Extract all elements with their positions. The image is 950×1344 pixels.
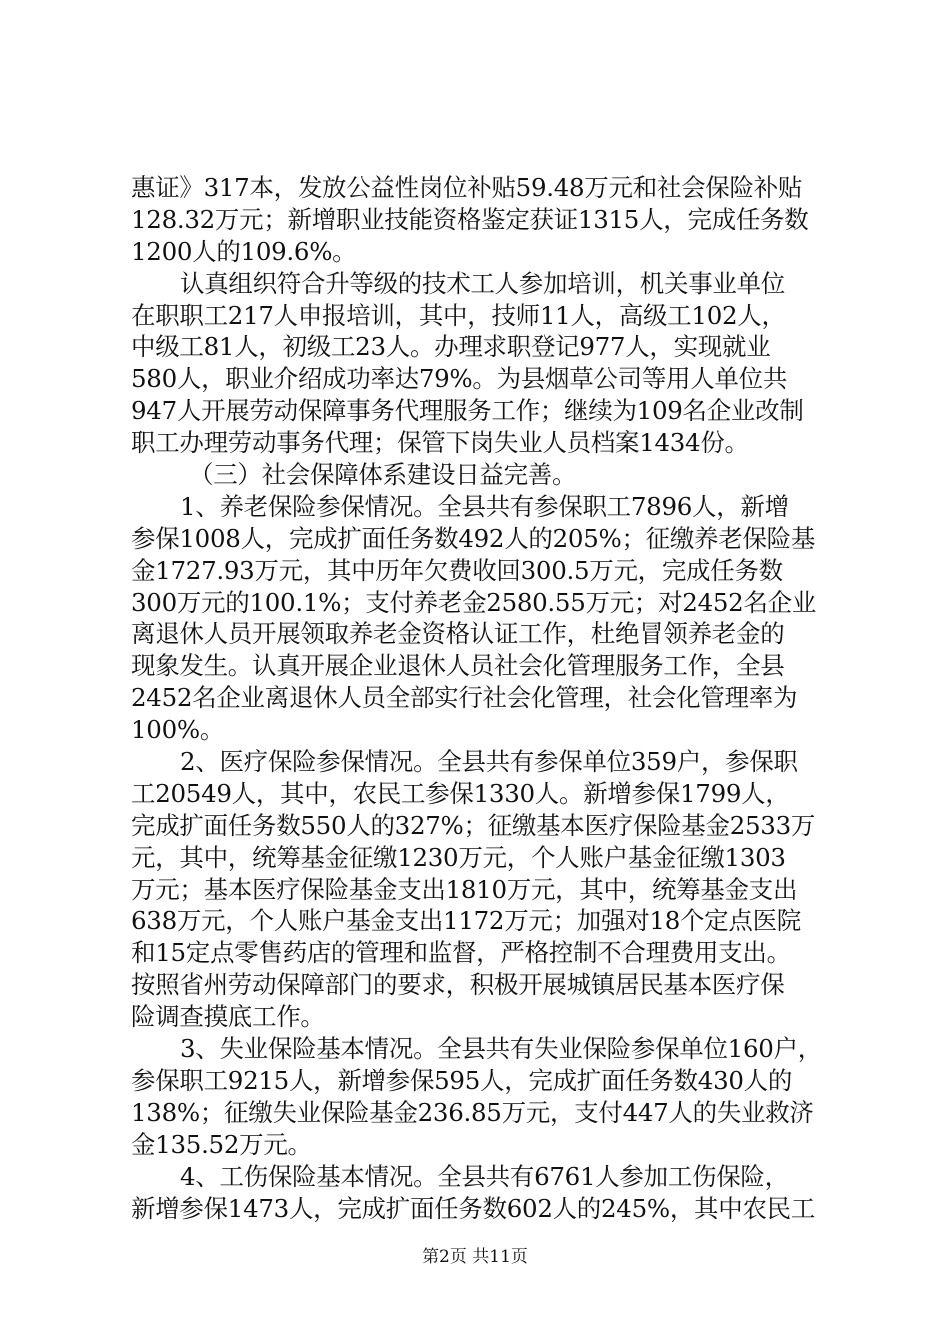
text-line: 参保1008人，完成扩面任务数492人的205%；征缴养老保险基 <box>131 523 816 553</box>
paragraph-start-line: 3、失业保险基本情况。全县共有失业保险参保单位160户， <box>180 1034 822 1064</box>
text-line: 按照省州劳动保障部门的要求，积极开展城镇居民基本医疗保 <box>131 970 785 1000</box>
page-number-footer: 第2页 共11页 <box>422 1247 528 1267</box>
paragraph-start-line: 1、养老保险参保情况。全县共有参保职工7896人，新增 <box>180 491 789 521</box>
text-line: 638万元，个人账户基金支出1172万元；加强对18个定点医院 <box>131 906 801 936</box>
text-line: 职工办理劳动事务代理；保管下岗失业人员档案1434份。 <box>131 428 749 458</box>
text-line: 2452名企业离退休人员全部实行社会化管理，社会化管理率为 <box>131 683 798 713</box>
text-line: 参保职工9215人，新增参保595人，完成扩面任务数430人的 <box>131 1065 793 1095</box>
text-line: 580人，职业介绍成功率达79%。为县烟草公司等用人单位共 <box>131 364 788 394</box>
text-line: 元，其中，统筹基金征缴1230万元，个人账户基金征缴1303 <box>131 842 786 872</box>
text-line: 金1727.93万元，其中历年欠费收回300.5万元，完成任务数 <box>131 555 783 585</box>
text-line: 在职职工217人申报培训，其中，技师11人，高级工102人， <box>131 300 786 330</box>
text-line: 和15定点零售药店的管理和监督，严格控制不合理费用支出。 <box>131 938 791 968</box>
text-line: 离退休人员开展领取养老金资格认证工作，杜绝冒领养老金的 <box>131 619 785 649</box>
text-line: 金135.52万元。 <box>131 1129 312 1159</box>
paragraph-start-line: 认真组织符合升等级的技术工人参加培训，机关事业单位 <box>180 268 785 298</box>
paragraph-start-line: 4、工伤保险基本情况。全县共有6761人参加工伤保险， <box>180 1161 789 1191</box>
section-heading: （三）社会保障体系建设日益完善。 <box>189 460 577 490</box>
text-line: 险调查摸底工作。 <box>131 1002 325 1032</box>
text-line: 100%。 <box>131 715 225 745</box>
document-body <box>131 172 831 1224</box>
text-line: 完成扩面任务数550人的327%；征缴基本医疗保险基金2533万 <box>131 810 816 840</box>
text-line: 中级工81人，初级工23人。办理求职登记977人，实现就业 <box>131 332 771 362</box>
text-line: 128.32万元；新增职业技能资格鉴定获证1315人，完成任务数 <box>131 204 809 234</box>
text-line: 现象发生。认真开展企业退休人员社会化管理服务工作，全县 <box>131 651 785 681</box>
text-line: 947人开展劳动保障事务代理服务工作；继续为109名企业改制 <box>131 396 804 426</box>
text-line: 300万元的100.1%；支付养老金2580.55万元；对2452名企业 <box>131 587 817 617</box>
text-line: 新增参保1473人，完成扩面任务数602人的245%，其中农民工 <box>131 1193 816 1223</box>
paragraph-start-line: 2、医疗保险参保情况。全县共有参保单位359户，参保职 <box>180 747 798 777</box>
text-line: 138%；征缴失业保险基金236.85万元，支付447人的失业救济 <box>131 1097 814 1127</box>
text-line: 万元；基本医疗保险基金支出1810万元，其中，统筹基金支出 <box>131 874 798 904</box>
text-line: 惠证》317本，发放公益性岗位补贴59.48万元和社会保险补贴 <box>131 173 803 202</box>
text-line: 工20549人，其中，农民工参保1330人。新增参保1799人， <box>131 778 790 808</box>
text-line: 1200人的109.6%。 <box>131 236 357 266</box>
